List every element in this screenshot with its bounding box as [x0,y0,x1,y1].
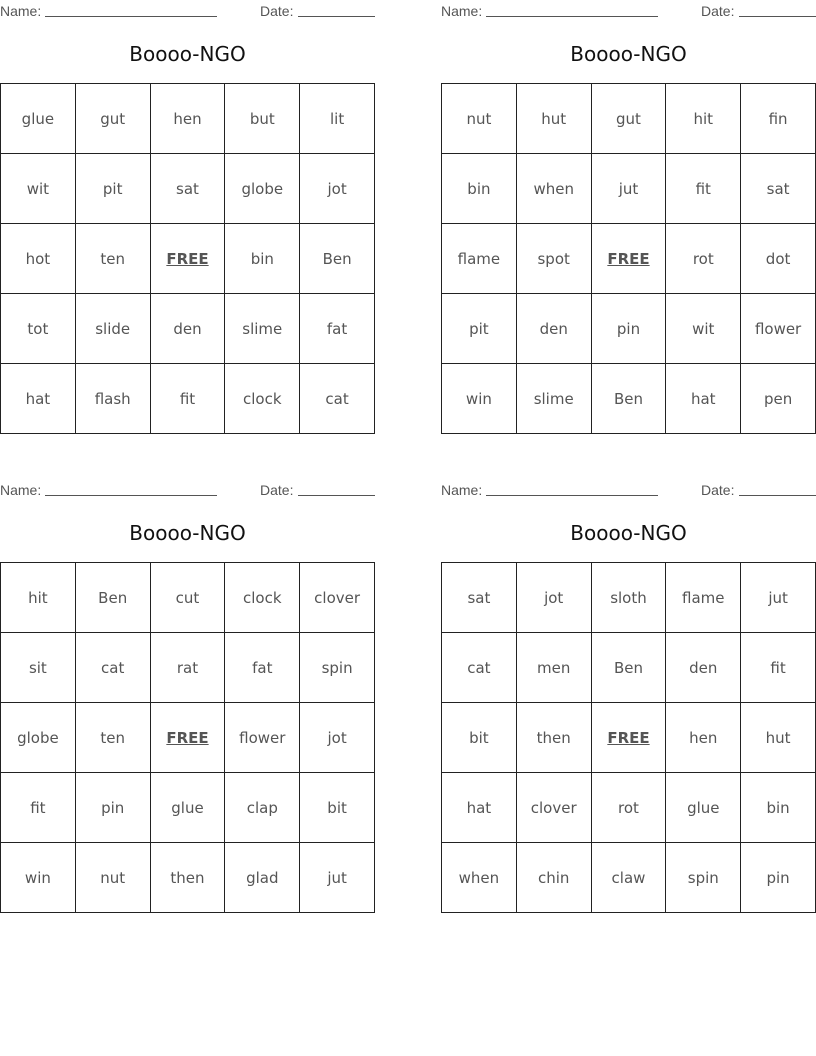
bingo-cell: rat [151,633,226,703]
bingo-cell: ten [76,224,151,294]
bingo-cell: den [517,294,592,364]
bingo-cell: fit [666,154,741,224]
bingo-cell: dot [741,224,816,294]
date-blank [739,482,816,496]
bingo-cell: hit [666,84,741,154]
bingo-cell: clover [517,773,592,843]
bingo-cell: hat [666,364,741,434]
bingo-cell: bit [442,703,517,773]
bingo-cell: fat [225,633,300,703]
bingo-cell: hot [1,224,76,294]
bingo-cell: spot [517,224,592,294]
card-title: Boooo-NGO [570,521,687,545]
bingo-cell: hit [1,563,76,633]
card-header [0,482,375,498]
bingo-cell: wit [1,154,76,224]
bingo-cell: cat [76,633,151,703]
bingo-cell: jut [592,154,667,224]
bingo-cell: fit [1,773,76,843]
bingo-cell: Ben [300,224,375,294]
bingo-grid [0,83,375,434]
bingo-cell: nut [76,843,151,913]
bingo-cell: rot [592,773,667,843]
bingo-cell: jot [517,563,592,633]
date-label: Date: [260,482,294,498]
bingo-cell: cat [300,364,375,434]
free-space-cell: FREE [151,224,226,294]
bingo-cell: gut [76,84,151,154]
bingo-cell: sit [1,633,76,703]
name-label: Name: [441,482,483,498]
bingo-cell: cut [151,563,226,633]
bingo-cell: spin [666,843,741,913]
bingo-grid [441,562,816,913]
date-label: Date: [701,3,735,19]
bingo-cell: sloth [592,563,667,633]
bingo-cell: clover [300,563,375,633]
bingo-cell: glue [666,773,741,843]
bingo-cell: spin [300,633,375,703]
free-space-cell: FREE [592,703,667,773]
bingo-cell: but [225,84,300,154]
bingo-cell: bin [442,154,517,224]
bingo-cell: fin [741,84,816,154]
bingo-grid [0,562,375,913]
bingo-card [441,479,816,914]
bingo-cell: hat [442,773,517,843]
bingo-card [0,479,375,914]
bingo-cell: clap [225,773,300,843]
bingo-cell: pin [592,294,667,364]
bingo-cell: pit [76,154,151,224]
bingo-cell: men [517,633,592,703]
bingo-cell: gut [592,84,667,154]
bingo-cell: Ben [76,563,151,633]
name-label: Name: [0,482,42,498]
bingo-cell: pin [76,773,151,843]
bingo-card [0,0,375,435]
bingo-cell: pin [741,843,816,913]
bingo-cell: glue [1,84,76,154]
name-label: Name: [0,3,42,19]
bingo-cell: glue [151,773,226,843]
free-space-cell: FREE [151,703,226,773]
bingo-cell: jot [300,703,375,773]
bingo-cell: when [517,154,592,224]
name-blank [486,482,658,496]
bingo-cell: slime [225,294,300,364]
bingo-cell: slime [517,364,592,434]
date-blank [298,482,375,496]
bingo-cell: fit [151,364,226,434]
bingo-cell: fit [741,633,816,703]
date-label: Date: [701,482,735,498]
bingo-cell: pit [442,294,517,364]
bingo-cell: jut [300,843,375,913]
name-label: Name: [441,3,483,19]
bingo-cell: den [151,294,226,364]
bingo-cell: globe [225,154,300,224]
bingo-cell: Ben [592,633,667,703]
bingo-card [441,0,816,435]
bingo-cell: sat [151,154,226,224]
bingo-cell: glad [225,843,300,913]
bingo-cell: then [151,843,226,913]
bingo-cell: flame [666,563,741,633]
bingo-cell: fat [300,294,375,364]
bingo-cell: bin [225,224,300,294]
bingo-cell: lit [300,84,375,154]
bingo-cell: ten [76,703,151,773]
bingo-cell: pen [741,364,816,434]
bingo-cell: flame [442,224,517,294]
bingo-grid [441,83,816,434]
card-header [0,3,375,19]
bingo-cell: win [442,364,517,434]
bingo-cell: nut [442,84,517,154]
bingo-cell: then [517,703,592,773]
card-header [441,482,816,498]
bingo-cell: tot [1,294,76,364]
bingo-cell: hut [517,84,592,154]
bingo-cell: slide [76,294,151,364]
card-title: Boooo-NGO [570,42,687,66]
name-blank [45,3,217,17]
date-blank [298,3,375,17]
bingo-cell: globe [1,703,76,773]
date-label: Date: [260,3,294,19]
bingo-cell: den [666,633,741,703]
card-title: Boooo-NGO [129,42,246,66]
card-title: Boooo-NGO [129,521,246,545]
free-space-cell: FREE [592,224,667,294]
card-header [441,3,816,19]
bingo-cell: hen [666,703,741,773]
bingo-cell: win [1,843,76,913]
bingo-cell: clock [225,364,300,434]
name-blank [45,482,217,496]
bingo-cell: flash [76,364,151,434]
bingo-cell: bit [300,773,375,843]
bingo-cell: jut [741,563,816,633]
bingo-cell: chin [517,843,592,913]
bingo-cell: jot [300,154,375,224]
name-blank [486,3,658,17]
bingo-cell: when [442,843,517,913]
bingo-cell: flower [225,703,300,773]
bingo-cell: hut [741,703,816,773]
bingo-cell: sat [741,154,816,224]
bingo-cell: claw [592,843,667,913]
bingo-cell: hat [1,364,76,434]
bingo-cell: rot [666,224,741,294]
bingo-cell: hen [151,84,226,154]
bingo-cell: sat [442,563,517,633]
bingo-cell: cat [442,633,517,703]
bingo-cell: wit [666,294,741,364]
date-blank [739,3,816,17]
bingo-cell: flower [741,294,816,364]
bingo-cell: Ben [592,364,667,434]
bingo-cell: clock [225,563,300,633]
bingo-cell: bin [741,773,816,843]
